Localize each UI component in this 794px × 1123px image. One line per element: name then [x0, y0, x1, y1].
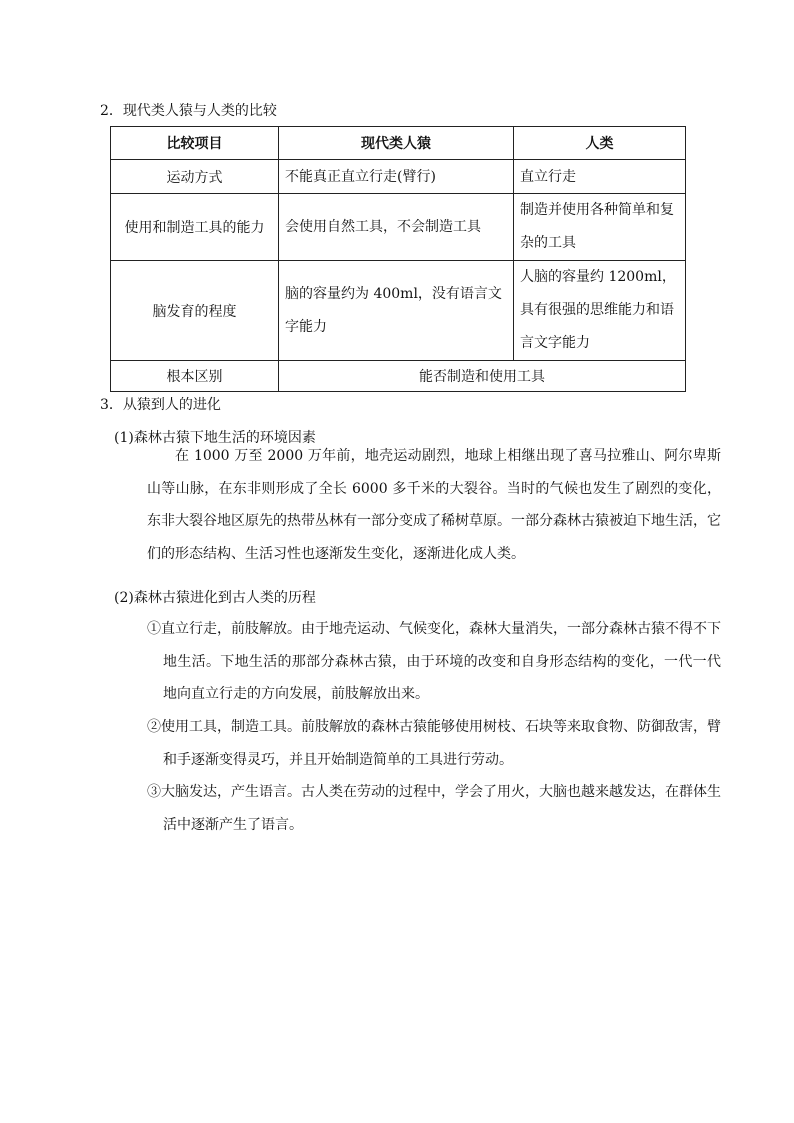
list-item: ①直立行走，前肢解放。由于地壳运动、气候变化，森林大量消失，一部分森林古猿不得不下地生活。下地生活的那部分森林古猿，由于环境的改变和自身形态结构的变化，一代一代地向直立行走的方向发展，前肢解放出来。	[147, 621, 721, 702]
table-row	[111, 194, 686, 261]
cell-item: 使用和制造工具的能力	[111, 194, 279, 261]
cell-human: 直立行走	[514, 160, 686, 194]
section-3-title: 3．从猿到人的进化	[100, 397, 221, 413]
subsection-1-paragraph: 在 1000 万至 2000 万年前，地壳运动剧烈，地球上相继出现了喜马拉雅山、阿尔卑斯山等山脉，在东非则形成了全长 6000 多千米的大裂谷。当时的气候也发生了剧烈的变化，东非大裂谷地区原先的热带丛林有一部分变成了稀树草原。一部分森林古猿被迫下地生活，它们的形态结构、生活习性也逐渐发生变化，逐渐进化成人类。	[147, 448, 721, 562]
section-2-title: 2．现代类人猿与人类的比较	[100, 103, 277, 119]
header-human: 人类	[514, 127, 686, 160]
cell-ape: 脑的容量约为 400ml，没有语言文字能力	[279, 261, 514, 361]
cell-item: 运动方式	[111, 160, 279, 194]
cell-ape: 不能真正直立行走(臂行)	[279, 160, 514, 194]
cell-item: 根本区别	[111, 361, 279, 392]
header-ape: 现代类人猿	[279, 127, 514, 160]
cell-human: 人脑的容量约 1200ml，具有很强的思维能力和语言文字能力	[514, 261, 686, 361]
cell-footer-value: 能否制造和使用工具	[279, 361, 686, 392]
cell-human: 制造并使用各种简单和复杂的工具	[514, 194, 686, 261]
subsection-2-title: (2)森林古猿进化到古人类的历程	[114, 590, 316, 606]
table-header-row	[111, 127, 686, 160]
comparison-table	[110, 126, 686, 392]
list-item: ②使用工具，制造工具。前肢解放的森林古猿能够使用树枝、石块等来取食物、防御敌害，臂和手逐渐变得灵巧，并且开始制造简单的工具进行劳动。	[147, 719, 721, 768]
table-footer-row	[111, 361, 686, 392]
cell-item: 脑发育的程度	[111, 261, 279, 361]
cell-ape: 会使用自然工具，不会制造工具	[279, 194, 514, 261]
table-row	[111, 261, 686, 361]
subsection-1-title: (1)森林古猿下地生活的环境因素	[114, 430, 316, 446]
list-item: ③大脑发达，产生语言。古人类在劳动的过程中，学会了用火，大脑也越来越发达，在群体生活中逐渐产生了语言。	[147, 784, 721, 833]
header-item: 比较项目	[111, 127, 279, 160]
table-row	[111, 160, 686, 194]
